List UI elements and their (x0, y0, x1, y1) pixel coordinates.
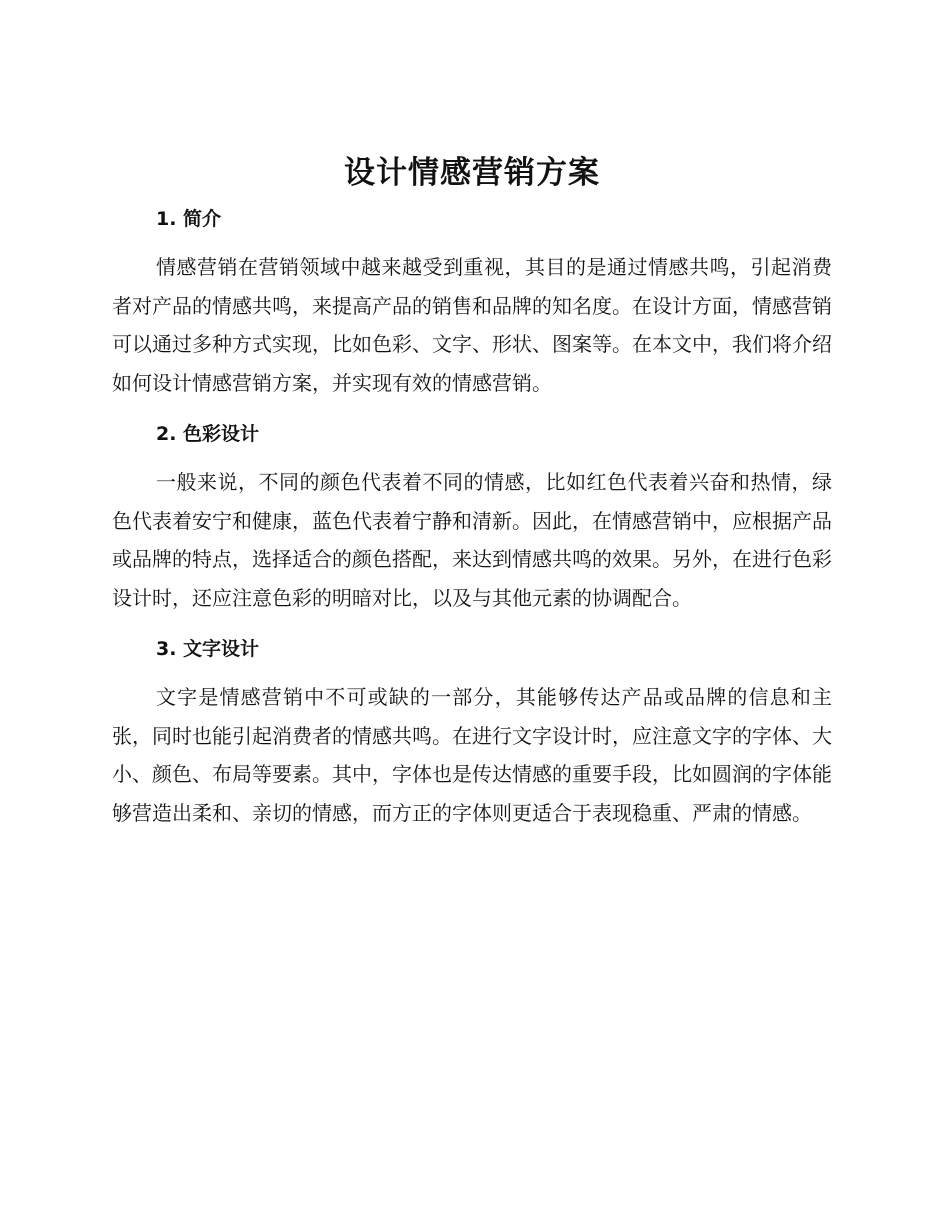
section-paragraph: 一般来说，不同的颜色代表着不同的情感，比如红色代表着兴奋和热情，绿色代表着安宁和健康，蓝色代表着宁静和清新。因此，在情感营销中，应根据产品或品牌的特点，选择适合的颜色搭配，来达到情感共鸣的效果。另外，在进行色彩设计时，还应注意色彩的明暗对比，以及与其他元素的协调配合。 (112, 470, 832, 610)
section-paragraph: 情感营销在营销领域中越来越受到重视，其目的是通过情感共鸣，引起消费者对产品的情感共鸣，来提高产品的销售和品牌的知名度。在设计方面，情感营销可以通过多种方式实现，比如色彩、文字、形状、图案等。在本文中，我们将介绍如何设计情感营销方案，并实现有效的情感营销。 (112, 255, 832, 395)
section-heading: 2. 色彩设计 (156, 423, 260, 445)
section-text-design (112, 628, 832, 843)
document-page (112, 148, 832, 843)
section-introduction (112, 198, 832, 413)
document-title: 设计情感营销方案 (344, 155, 600, 191)
section-paragraph: 文字是情感营销中不可或缺的一部分，其能够传达产品或品牌的信息和主张，同时也能引起消费者的情感共鸣。在进行文字设计时，应注意文字的字体、大小、颜色、布局等要素。其中，字体也是传达情感的重要手段，比如圆润的字体能够营造出柔和、亲切的情感，而方正的字体则更适合于表现稳重、严肃的情感。 (112, 685, 832, 825)
section-heading: 1. 简介 (156, 208, 222, 230)
section-color-design (112, 413, 832, 628)
section-heading: 3. 文字设计 (156, 638, 260, 660)
